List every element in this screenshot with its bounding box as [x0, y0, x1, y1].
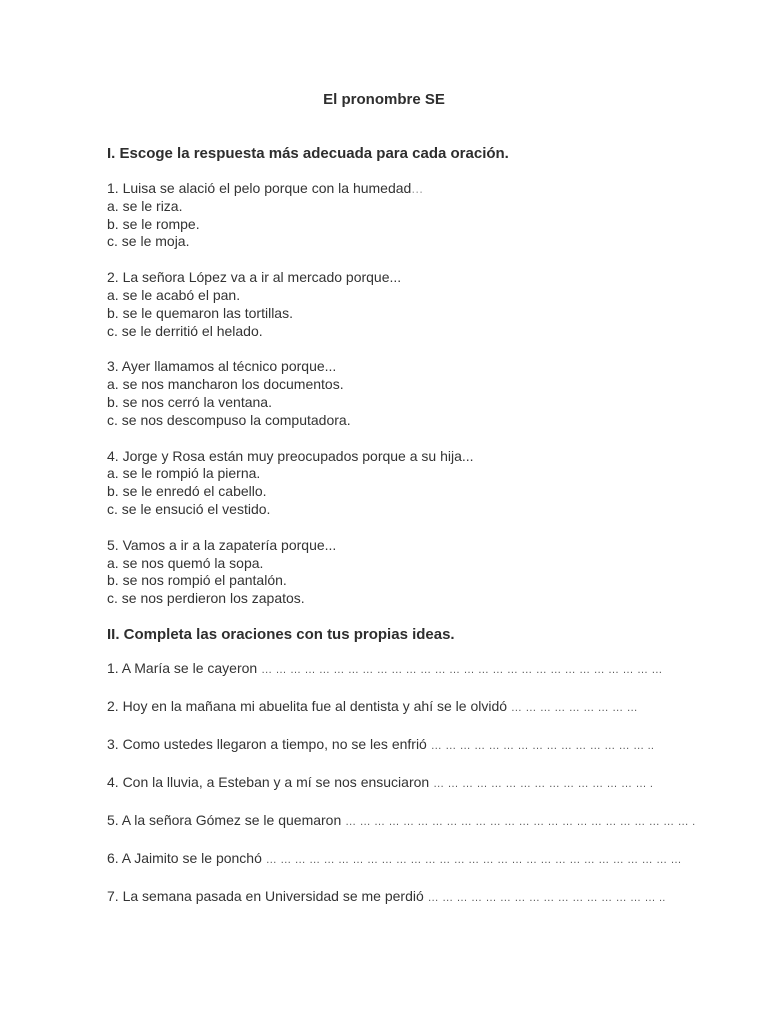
answer-option: a. se le riza.	[107, 197, 183, 214]
completion-prompt: 2. Hoy en la mañana mi abuelita fue al dentista y ahí se le olvidó	[107, 697, 511, 714]
completion-blank: … … … … … … … … … … … … … … … … … … … … … … … … … … … …	[261, 663, 663, 676]
question-stem-text: 4. Jorge y Rosa están muy preocupados porque a su hija...	[107, 447, 474, 464]
completion-prompt: 5. A la señora Gómez se le quemaron	[107, 811, 346, 828]
answer-option: a. se nos quemó la sopa.	[107, 554, 264, 571]
answer-option: a. se le acabó el pan.	[107, 286, 241, 303]
question-stem	[107, 269, 727, 287]
answer-option: c. se le moja.	[107, 233, 190, 250]
question-stem-ellipsis: ...	[411, 180, 423, 196]
completion-item-3	[107, 735, 727, 755]
question-1	[107, 180, 727, 251]
question-4	[107, 448, 727, 519]
answer-option: b. se nos cerró la ventana.	[107, 393, 272, 410]
question-3	[107, 358, 727, 429]
question-5	[107, 537, 727, 608]
completion-prompt: 3. Como ustedes llegaron a tiempo, no se les enfrió	[107, 735, 431, 752]
completion-blank: … … … … … … … … … … … … … … … ..	[430, 739, 655, 752]
completion-list	[107, 659, 727, 907]
question-stem	[107, 358, 727, 376]
question-stem	[107, 537, 727, 555]
answer-option: c. se nos descompuso la computadora.	[107, 411, 351, 428]
answer-option: b. se le rompe.	[107, 215, 200, 232]
completion-blank: … … … … … … … … … … … … … … … … ..	[427, 891, 666, 904]
completion-prompt: 4. Con la lluvia, a Esteban y a mí se nos ensuciaron	[107, 773, 434, 790]
completion-prompt: 7. La semana pasada en Universidad se me perdió	[107, 887, 428, 904]
answer-option: b. se le enredó el cabello.	[107, 483, 267, 500]
completion-item-1	[107, 659, 727, 679]
answer-option: c. se le ensució el vestido.	[107, 500, 271, 517]
document-body	[107, 145, 727, 925]
answer-option: a. se nos mancharon los documentos.	[107, 376, 344, 393]
question-list	[107, 180, 727, 608]
answer-option: a. se le rompió la pierna.	[107, 465, 261, 482]
completion-blank: … … … … … … … … … … … … … … … .	[433, 777, 654, 790]
page-title: El pronombre SE	[323, 91, 445, 108]
answer-option: c. se nos perdieron los zapatos.	[107, 590, 305, 607]
question-stem	[107, 180, 727, 198]
question-2	[107, 269, 727, 340]
completion-blank: … … … … … … … … …	[510, 701, 638, 714]
answer-option: b. se le quemaron las tortillas.	[107, 304, 293, 321]
question-stem-text: 3. Ayer llamamos al técnico porque...	[107, 358, 337, 375]
completion-item-4	[107, 773, 727, 793]
question-stem-text: 1. Luisa se alació el pelo porque con la humedad	[107, 180, 412, 196]
completion-blank: … … … … … … … … … … … … … … … … … … … … … … … … … … … … …	[265, 853, 682, 866]
completion-item-5	[107, 811, 727, 831]
completion-item-6	[107, 849, 727, 869]
completion-prompt: 6. A Jaimito se le ponchó	[107, 849, 266, 866]
completion-prompt: 1. A María se le cayeron	[107, 659, 262, 676]
completion-item-2	[107, 697, 727, 717]
section-2-heading: II. Completa las oraciones con tus propias ideas.	[107, 625, 455, 643]
completion-item-7	[107, 887, 727, 907]
answer-option: c. se le derritió el helado.	[107, 322, 263, 339]
question-stem	[107, 448, 727, 466]
answer-option: b. se nos rompió el pantalón.	[107, 572, 287, 589]
question-stem-text: 2. La señora López va a ir al mercado porque...	[107, 269, 402, 286]
completion-blank: … … … … … … … … … … … … … … … … … … … … … … … … .	[345, 815, 696, 828]
question-stem-text: 5. Vamos a ir a la zapatería porque...	[107, 536, 337, 553]
section-1-heading: I. Escoge la respuesta más adecuada para cada oración.	[107, 145, 509, 162]
